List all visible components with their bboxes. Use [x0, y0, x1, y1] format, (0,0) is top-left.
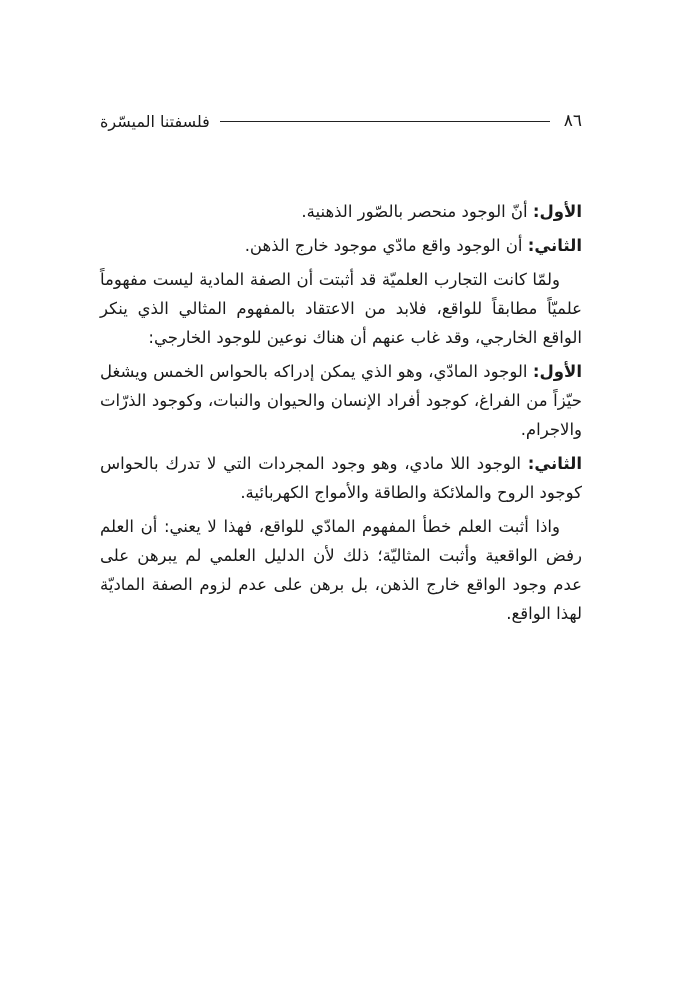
paragraph-text: الوجود المادّي، وهو الذي يمكن إدراكه بالحواس الخمس ويشغل حيّزاً من الفراغ، كوجود أفراد الإنسان والحيوان والنبات، وكوجود الذرّات والاجرام. — [100, 362, 582, 439]
term-label: الثاني: — [527, 236, 582, 255]
term-label: الأول: — [532, 202, 582, 221]
paragraph-text: الوجود اللا مادي، وهو وجود المجردات التي لا تدرك بالحواس كوجود الروح والملائكة والطاقة والأمواج الكهربائية. — [100, 454, 582, 502]
header-rule — [220, 121, 550, 122]
paragraph-conclusion — [100, 512, 582, 628]
paragraph-material-existence — [100, 357, 582, 444]
paragraph-second-view — [100, 231, 582, 260]
running-header — [100, 108, 582, 134]
paragraph-text: واذا أثبت العلم خطأ المفهوم المادّي للواقع، فهذا لا يعني: أن العلم رفض الواقعية وأثبت المثاليّة؛ ذلك لأن الدليل العلمي لم يبرهن على عدم وجود الواقع خارج الذهن، بل برهن على عدم لزوم الصفة الماديّة لهذا الواقع. — [100, 517, 582, 623]
paragraph-text: أنّ الوجود منحصر بالصّور الذهنية. — [301, 202, 533, 221]
page-number: ٨٦ — [563, 111, 582, 131]
term-label: الأول: — [532, 362, 582, 381]
paragraph-immaterial-existence — [100, 449, 582, 507]
book-title: فلسفتنا الميسّرة — [100, 111, 210, 131]
paragraph-text: أن الوجود واقع مادّي موجود خارج الذهن. — [244, 236, 528, 255]
term-label: الثاني: — [527, 454, 582, 473]
paragraph-argument — [100, 265, 582, 352]
paragraph-first-view — [100, 197, 582, 226]
body-text — [100, 197, 582, 633]
paragraph-text: ولمّا كانت التجارب العلميّة قد أثبتت أن الصفة المادية ليست مفهوماً علميّاً مطابقاً للواقع، فلابد من الاعتقاد بالمفهوم المثالي الذي ينكر الواقع الخارجي، وقد غاب عنهم أن هناك نوعين للوجود الخارجي: — [100, 270, 582, 347]
